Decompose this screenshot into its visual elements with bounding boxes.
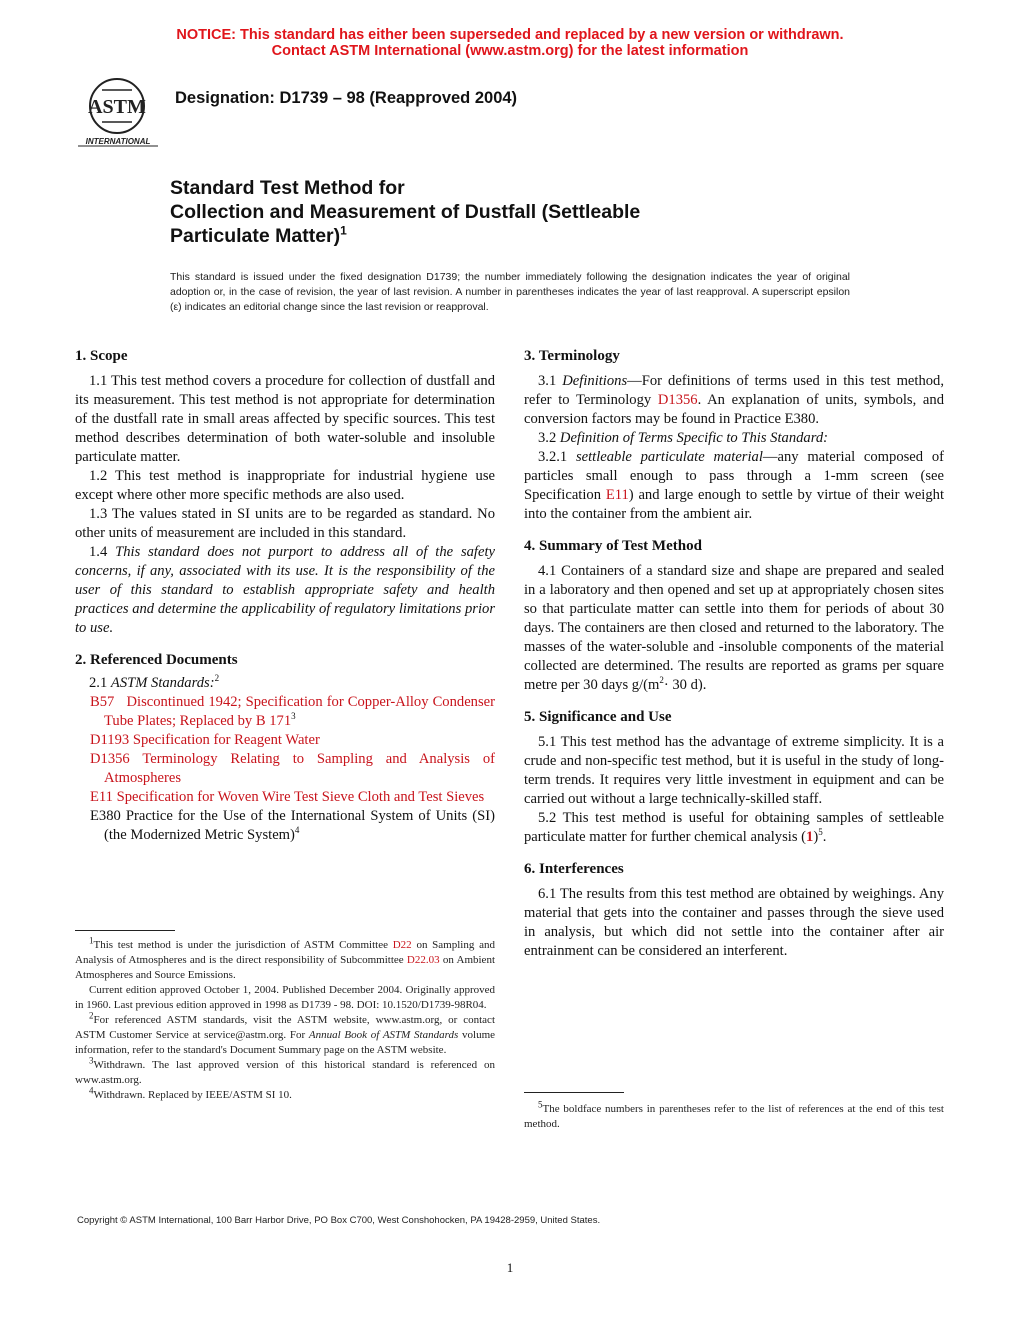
ref-e380 (75, 807, 495, 845)
astm-logo-icon (74, 76, 162, 148)
notice-line-1: NOTICE: This standard has either been superseded and replaced by a new version or withdrawn. (176, 27, 844, 43)
para-5-2-text-a: 5.2 This test method is useful for obtaining samples of settleable particulate matter for further chemical analysis ( (524, 810, 944, 845)
footnote-1-edition: Current edition approved October 1, 2004. Published December 2004. Originally approved in 1960. Last previous edition approved in 1998 as D1739 - 98. DOI: 10.1520/D1739-98R04. (75, 984, 495, 1011)
fn1-text-c: on Ambient Atmospheres and Source Emissions. (75, 954, 495, 981)
link-e11[interactable]: E11 (605, 487, 629, 503)
para-2-1-text: ASTM Standards: (110, 675, 215, 691)
ref-d1193[interactable] (75, 731, 495, 750)
para-3-2-num: 3.2 (538, 430, 557, 446)
fn2-text-b: volume information, refer to the standard's Document Summary page on the ASTM website. (75, 1029, 496, 1056)
ref-code[interactable]: B57 (90, 694, 115, 710)
title-line-3: Particulate Matter) (170, 225, 341, 247)
ref-desc[interactable]: Specification for Reagent Water (132, 732, 320, 748)
para-2-1-num: 2.1 (89, 675, 108, 691)
fn1-link-d22[interactable]: D22 (392, 939, 412, 951)
para-1-1: 1.1 This test method covers a procedure for collection of dustfall and its measurement. This test method is not appropriate for determination of the dustfall rate in small areas affected by specific sources. This test method describes determination of both water-soluble and insoluble particulate matter. (75, 373, 495, 465)
ref-code[interactable]: D1193 (90, 732, 130, 748)
document-title (170, 176, 810, 248)
right-column (524, 347, 944, 961)
ref-code: E380 (90, 808, 121, 824)
ref-e11[interactable] (75, 788, 495, 807)
fn3-text: Withdrawn. The last approved version of this historical standard is referenced on www.astm.org. (75, 1059, 495, 1086)
fn1-text-a: This test method is under the jurisdiction of ASTM Committee (93, 939, 388, 951)
footnote-3 (75, 1055, 495, 1088)
title-line-2: Collection and Measurement of Dustfall (Settleable (170, 201, 641, 223)
para-3-2-1-num: 3.2.1 (538, 449, 568, 465)
significance-heading: 5. Significance and Use (524, 709, 672, 725)
astm-logo (74, 76, 162, 148)
ref-code[interactable]: D1356 (90, 751, 130, 767)
link-ref-1[interactable]: 1 (806, 829, 814, 845)
footnotes-right (524, 1099, 944, 1132)
summary-heading: 4. Summary of Test Method (524, 538, 702, 554)
footnote-5 (524, 1099, 944, 1132)
para-3-2-em: Definition of Terms Specific to This Standard: (559, 430, 829, 446)
fn3-sup: 3 (89, 1055, 94, 1066)
para-3-1 (524, 372, 944, 429)
para-3-2-1-text-a: —any material composed of particles small enough to pass through a 1-mm screen (see Specification (524, 449, 944, 503)
para-2-1-sup: 2 (214, 673, 220, 684)
para-1-4-text: This standard does not purport to address all of the safety concerns, if any, associated with its use. It is the responsibility of the user of this standard to establish appropriate safety and health practices and determine the applicability of regulatory limitations prior to use. (75, 544, 495, 636)
scope-heading: 1. Scope (75, 348, 128, 364)
footnotes-left (75, 935, 496, 1103)
para-3-1-text-a: —For definitions of terms used in this test method, refer to Terminology (524, 373, 944, 408)
footnote-rule-left (75, 930, 175, 931)
ref-desc[interactable]: Specification for Woven Wire Test Sieve Cloth and Test Sieves (116, 789, 485, 805)
para-1-4 (75, 543, 495, 638)
para-3-2-1 (524, 448, 944, 524)
fn2-sup: 2 (89, 1010, 94, 1021)
para-4-1 (524, 562, 944, 695)
para-5-2 (524, 809, 944, 847)
para-5-2-sup: 5 (818, 827, 823, 838)
fn1-sup: 1 (89, 935, 94, 946)
interferences-heading: 6. Interferences (524, 861, 624, 877)
fn2-text-a: For referenced ASTM standards, visit the ASTM website, www.astm.org, or contact ASTM Customer Service at service@astm.org. For (75, 1014, 495, 1041)
para-4-1-text-a: 4.1 Containers of a standard size and shape are prepared and sealed in a laboratory and then opened and set up at appropriately chosen sites so that particulate matter can settle into them for periods of about 30 days. The containers are then closed and returned to the laboratory. The masses of the water-soluble and -insoluble components of the material collected are determined. The results are reported as grams per square metre per 30 days g/(m (524, 563, 944, 693)
para-4-1-text-b: · 30 d). (663, 677, 707, 693)
terminology-heading: 3. Terminology (524, 348, 620, 364)
para-3-2-1-text-b: ) and large enough to settle by virtue of their weight into the container from the ambient air. (524, 487, 944, 522)
para-1-2: 1.2 This test method is inappropriate for industrial hygiene use except where other more specific methods are also used. (75, 468, 495, 503)
left-column (75, 347, 495, 845)
footnote-rule-right (524, 1092, 624, 1093)
ref-sup: 3 (291, 711, 296, 722)
para-4-1-sup: 2 (659, 675, 664, 686)
title-line-1: Standard Test Method for (170, 177, 405, 199)
footnote-4 (75, 1085, 495, 1103)
para-3-2 (524, 429, 944, 448)
link-d1356[interactable]: D1356 (657, 392, 698, 408)
logo-text: ASTM (88, 96, 146, 118)
title-line-3-wrap (170, 224, 810, 248)
fn5-sup: 5 (538, 1099, 543, 1110)
notice-line-2: Contact ASTM International (www.astm.org) for the latest information (271, 43, 749, 59)
fn4-text: Withdrawn. Replaced by IEEE/ASTM SI 10. (93, 1089, 292, 1101)
footnote-2 (75, 1010, 496, 1058)
copyright: Copyright © ASTM International, 100 Barr Harbor Drive, PO Box C700, West Conshohocken, PA 19428-2959, United States. (77, 1215, 601, 1226)
refs-heading: 2. Referenced Documents (75, 652, 238, 668)
fn1-link-d22-03[interactable]: D22.03 (406, 954, 440, 966)
ref-d1356[interactable] (75, 750, 495, 788)
ref-desc[interactable]: Terminology Relating to Sampling and Analysis of Atmospheres (104, 751, 495, 786)
para-3-1-text-b: . An explanation of units, symbols, and conversion factors may be found in Practice E380. (524, 392, 944, 427)
para-3-2-1-em: settleable particulate material (575, 449, 763, 465)
issued-note: This standard is issued under the fixed designation D1739; the number immediately following the designation indicates the year of original adoption or, in the case of revision, the year of last revision. A number in parentheses indicates the year of last reapproval. A superscript epsilon (ε) indicates an editorial change since the last revision or reapproval. (170, 271, 850, 313)
para-3-1-em: Definitions (562, 373, 628, 389)
ref-sup: 4 (294, 825, 300, 836)
para-1-3: 1.3 The values stated in SI units are to be regarded as standard. No other units of measurement are included in this standard. (75, 506, 495, 541)
ref-desc[interactable]: Discontinued 1942; Specification for Copper-Alloy Condenser Tube Plates; Replaced by B 171 (104, 694, 495, 729)
title-sup: 1 (340, 223, 347, 238)
para-1-4-num: 1.4 (89, 544, 108, 560)
para-5-2-text-c: . (822, 829, 827, 845)
para-5-1: 5.1 This test method has the advantage of extreme simplicity. It is a crude and non-specific test method, but it is useful in the study of long-term trends. It requires very little investment in equipment and can be carried out without a large technically-skilled staff. (524, 734, 944, 807)
logo-subtext: INTERNATIONAL (85, 137, 151, 146)
para-3-1-num: 3.1 (538, 373, 557, 389)
ref-code[interactable]: E11 (90, 789, 113, 805)
fn2-em: Annual Book of ASTM Standards (308, 1029, 459, 1041)
para-6-1: 6.1 The results from this test method are obtained by weighings. Any material that gets into the container and passes through the sieve used in analysis, but which did not settle into the container after air entrainment can be considered an interferent. (524, 886, 944, 959)
fn5-text: The boldface numbers in parentheses refer to the list of references at the end of this test method. (524, 1103, 944, 1130)
fn1-text-b: on Sampling and Analysis of Atmospheres and is the direct responsibility of Subcommittee (75, 939, 495, 966)
footnote-1 (75, 935, 495, 983)
ref-b57[interactable] (75, 693, 495, 731)
para-5-2-text-b: ) (813, 829, 819, 845)
page-number: 1 (506, 1260, 514, 1275)
ref-desc: Practice for the Use of the International System of Units (SI) (the Modernized Metric System) (104, 808, 495, 843)
designation: Designation: D1739 – 98 (Reapproved 2004) (175, 89, 518, 107)
fn4-sup: 4 (89, 1085, 94, 1096)
para-2-1 (75, 674, 495, 693)
